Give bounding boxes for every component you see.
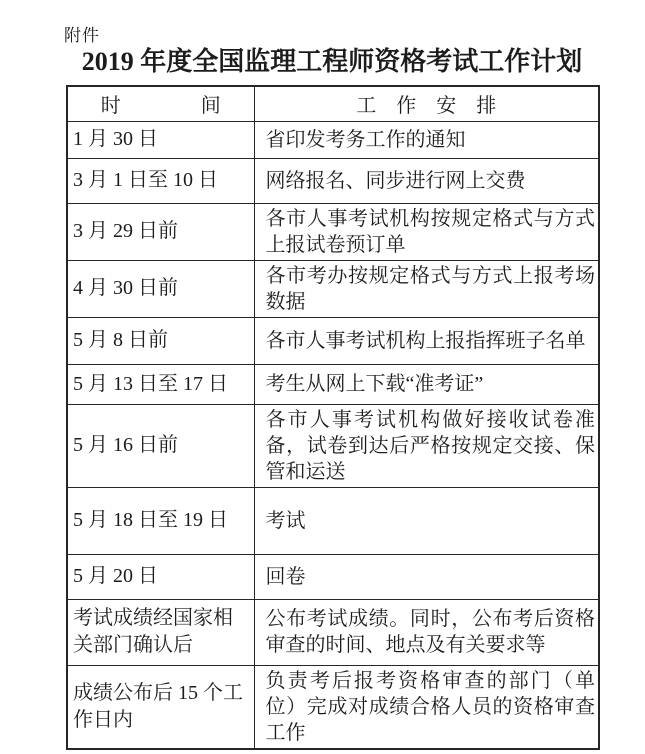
- task-cell: 负责考后报考资格审查的部门（单位）完成对成绩合格人员的资格审查工作: [254, 665, 599, 749]
- table-row: [67, 364, 599, 404]
- time-cell: 1 月 30 日: [67, 121, 254, 158]
- table-row: [67, 404, 599, 487]
- task-cell: 回卷: [254, 554, 599, 599]
- time-cell: 5 月 13 日至 17 日: [67, 364, 254, 404]
- time-cell: 5 月 8 日前: [67, 317, 254, 364]
- attachment-label: 附件: [64, 26, 100, 45]
- time-cell: 4 月 30 日前: [67, 260, 254, 317]
- table-header-row: [67, 86, 599, 121]
- table-row: [67, 554, 599, 599]
- table-row: [67, 121, 599, 158]
- time-cell: 成绩公布后 15 个工作日内: [67, 665, 254, 749]
- time-cell: 5 月 20 日: [67, 554, 254, 599]
- task-cell: 各市人事考试机构做好接收试卷准备，试卷到达后严格按规定交接、保管和运送: [254, 404, 599, 487]
- time-cell: 3 月 1 日至 10 日: [67, 158, 254, 203]
- table-row: [67, 599, 599, 665]
- task-cell: 各市考办按规定格式与方式上报考场数据: [254, 260, 599, 317]
- table-row: [67, 158, 599, 203]
- header-work: 工 作 安 排: [254, 86, 599, 121]
- time-cell: 5 月 16 日前: [67, 404, 254, 487]
- page-title: 2019 年度全国监理工程师资格考试工作计划: [81, 47, 583, 76]
- table-row: [67, 260, 599, 317]
- time-cell: 5 月 18 日至 19 日: [67, 487, 254, 554]
- table-row: [67, 203, 599, 260]
- table-row: [67, 317, 599, 364]
- task-cell: 省印发考务工作的通知: [254, 121, 599, 158]
- schedule-table: [66, 85, 600, 750]
- time-cell: 3 月 29 日前: [67, 203, 254, 260]
- task-cell: 网络报名、同步进行网上交费: [254, 158, 599, 203]
- header-time: 时 间: [67, 86, 254, 121]
- task-cell: 考生从网上下载“准考证”: [254, 364, 599, 404]
- table-row: [67, 665, 599, 749]
- table-row: [67, 487, 599, 554]
- task-cell: 考试: [254, 487, 599, 554]
- time-cell: 考试成绩经国家相关部门确认后: [67, 599, 254, 665]
- task-cell: 各市人事考试机构按规定格式与方式上报试卷预订单: [254, 203, 599, 260]
- task-cell: 各市人事考试机构上报指挥班子名单: [254, 317, 599, 364]
- task-cell: 公布考试成绩。同时，公布考后资格审查的时间、地点及有关要求等: [254, 599, 599, 665]
